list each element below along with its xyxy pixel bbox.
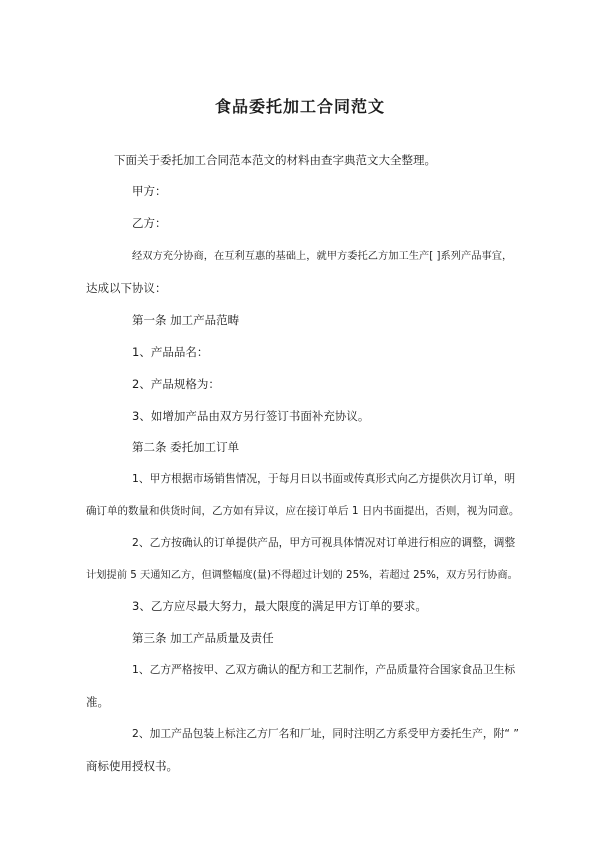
preamble-line-1: 经双方充分协商，在互利互惠的基础上，就甲方委托乙方加工生产[ ]系列产品事宜，	[132, 250, 513, 262]
article-2-para-2-line-2: 计划提前 5 天通知乙方，但调整幅度(量)不得超过计划的 25%，若超过 25%，双方另行协商。	[86, 569, 518, 581]
preamble-line-2: 达成以下协议：	[86, 281, 167, 295]
article-1-item: 2、产品规格为：	[132, 377, 220, 391]
article-2-heading: 第二条 委托加工订单	[132, 440, 240, 454]
article-2-para-1-line-2: 确订单的数量和供货时间，乙方如有异议，应在接订单后 1 日内书面提出，否则，视为同意。	[86, 505, 520, 517]
intro-paragraph: 下面关于委托加工合同范本范文的材料由查字典范文大全整理。	[114, 153, 436, 167]
article-3-heading: 第三条 加工产品质量及责任	[132, 631, 274, 645]
article-1-item: 3、如增加产品由双方另行签订书面补充协议。	[132, 409, 370, 423]
article-3-para-2-line-2: 商标使用授权书。	[86, 759, 178, 773]
article-3-para-1-line-1: 1、乙方严格按甲、乙双方确认的配方和工艺制作，产品质量符合国家食品卫生标	[132, 663, 516, 676]
article-3-para-1-line-2: 准。	[86, 695, 109, 709]
document-title: 食品委托加工合同范文	[214, 97, 385, 116]
article-3-para-2-line-1: 2、加工产品包装上标注乙方厂名和厂址，同时注明乙方系受甲方委托生产，附“ ”	[132, 727, 519, 740]
article-2-para-3: 3、乙方应尽最大努力，最大限度的满足甲方订单的要求。	[132, 599, 427, 613]
article-1-item: 1、产品品名：	[132, 345, 209, 359]
article-1-heading: 第一条 加工产品范畴	[132, 313, 240, 327]
party-a-label: 甲方：	[132, 184, 167, 198]
party-b-label: 乙方：	[132, 216, 167, 230]
article-2-para-2-line-1: 2、乙方按确认的订单提供产品，甲方可视具体情况对订单进行相应的调整，调整	[132, 536, 516, 549]
article-2-para-1-line-1: 1、甲方根据市场销售情况，于每月日以书面或传真形式向乙方提供次月订单，明	[132, 472, 516, 485]
